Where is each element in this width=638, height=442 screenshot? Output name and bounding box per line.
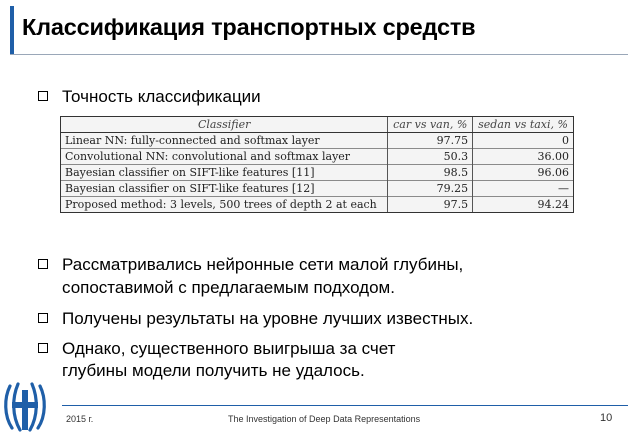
table-cell: Convolutional NN: convolutional and softmax layer	[61, 149, 388, 165]
table-cell: Bayesian classifier on SIFT-like features [12]	[61, 181, 388, 197]
table-cell: 98.5	[388, 165, 473, 181]
table-cell: Bayesian classifier on SIFT-like features [11]	[61, 165, 388, 181]
table-cell: 96.06	[473, 165, 573, 181]
university-logo-icon	[2, 380, 48, 438]
table-cell: 97.5	[388, 197, 473, 213]
table-cell: 94.24	[473, 197, 573, 213]
page-number: 10	[600, 412, 613, 424]
table-cell: 97.75	[388, 133, 473, 149]
table-row	[61, 181, 573, 197]
table-row	[61, 133, 573, 149]
results-table	[60, 116, 574, 213]
table-cell: 36.00	[473, 149, 573, 165]
table-cell: Proposed method: 3 levels, 500 trees of depth 2 at each	[61, 197, 388, 213]
bullet-text: Рассматривались нейронные сети малой глубины,	[62, 255, 464, 274]
table-row	[61, 149, 573, 165]
checkbox-bullet-icon	[38, 313, 48, 323]
footer-divider	[62, 405, 628, 406]
bullet-text: Однако, существенного выигрыша за счет	[62, 339, 396, 358]
table-cell: 79.25	[388, 181, 473, 197]
bullet-text: Точность классификации	[62, 87, 261, 106]
table-row	[61, 165, 573, 181]
table-row	[61, 197, 573, 213]
title-accent-bar	[10, 6, 14, 54]
table-header: Classifier	[61, 117, 388, 133]
checkbox-bullet-icon	[38, 91, 48, 101]
table-cell: Linear NN: fully-connected and softmax layer	[65, 134, 320, 147]
table-header-row	[61, 117, 573, 133]
table-header: car vs van, %	[388, 117, 473, 133]
slide-title: Классификация транспортных средств	[22, 14, 476, 40]
checkbox-bullet-icon	[38, 259, 48, 269]
table-cell: 50.3	[388, 149, 473, 165]
checkbox-bullet-icon	[38, 343, 48, 353]
table-header: sedan vs taxi, %	[473, 117, 573, 133]
footer-title: The Investigation of Deep Data Representations	[228, 414, 421, 424]
table-cell: 0	[473, 133, 573, 149]
bullet-text: глубины модели получить не удалось.	[62, 361, 365, 380]
bullet-text: Получены результаты на уровне лучших известных.	[62, 309, 474, 328]
bullet-text: сопоставимой с предлагаемым подходом.	[62, 278, 395, 297]
footer-year: 2015 г.	[66, 414, 94, 424]
title-divider	[10, 54, 628, 55]
table-cell: —	[473, 181, 573, 197]
